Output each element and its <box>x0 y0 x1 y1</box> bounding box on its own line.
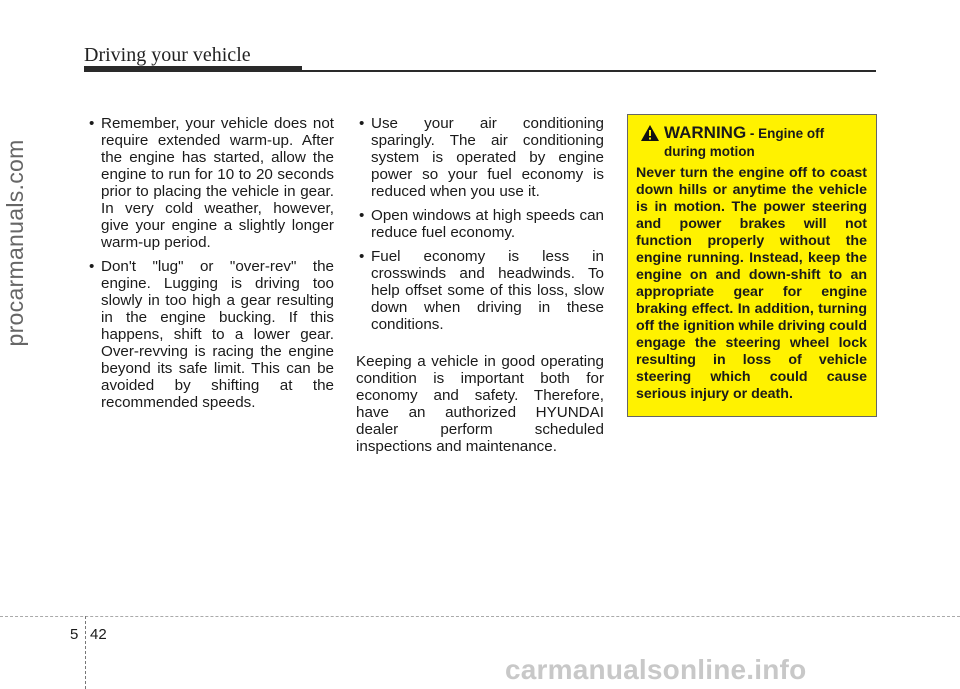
maintenance-paragraph: Keeping a vehicle in good operating condition is important both for economy and safety. Therefore, have an authorized HYUNDAI dealer perform scheduled inspections and maintenance. <box>356 353 604 455</box>
list-item: • Fuel economy is less in crosswinds and headwinds. To help offset some of this loss, slow down when driving in these conditions. <box>356 248 604 333</box>
header-rule-thin <box>302 70 876 72</box>
footer-rule <box>0 616 960 617</box>
section-number: 5 <box>70 626 79 643</box>
footer-divider <box>85 616 87 689</box>
warning-heading <box>636 123 867 161</box>
left-bullet-list <box>86 115 334 411</box>
page-number: 42 <box>90 626 107 643</box>
footer-watermark: carmanualsonline.info <box>505 654 807 685</box>
page-header-title: Driving your vehicle <box>84 44 251 66</box>
middle-bullet-list <box>356 115 604 333</box>
header-rule-thick <box>84 66 302 72</box>
warning-subheading: - Engine off during motion <box>664 126 825 159</box>
warning-box <box>627 114 877 417</box>
left-column <box>86 115 334 418</box>
list-item: • Remember, your vehicle does not require extended warm-up. After the engine has started, allow the engine to run for 10 to 20 seconds prior to placing the vehicle in gear. In very cold weather, however, give your engine a slightly longer warm-up period. <box>86 115 334 251</box>
middle-column <box>356 115 604 455</box>
warning-body: Never turn the engine off to coast down hills or anytime the vehicle is in motion. The power steering and power brakes will not function properly without the engine running. Instead, keep the engine on and down-shift to an appropriate gear for engine braking effect. In addition, turning off the ignition while driving could engage the steering wheel lock resulting in loss of vehicle steering which could cause serious injury or death. <box>636 165 867 402</box>
list-item: • Open windows at high speeds can reduce fuel economy. <box>356 207 604 241</box>
warning-triangle-icon <box>640 124 660 142</box>
list-item: • Don't "lug" or "over-rev" the engine. Lugging is driving too slowly in too high a gear resulting in the engine bucking. If this happens, shift to a lower gear. Over-revving is racing the engine beyond its safe limit. This can be avoided by shifting at the recommended speeds. <box>86 258 334 411</box>
list-item: • Use your air conditioning sparingly. The air conditioning system is operated by engine power so your fuel economy is reduced when you use it. <box>356 115 604 200</box>
warning-label: WARNING <box>664 123 747 142</box>
side-watermark: procarmanuals.com <box>2 139 28 347</box>
